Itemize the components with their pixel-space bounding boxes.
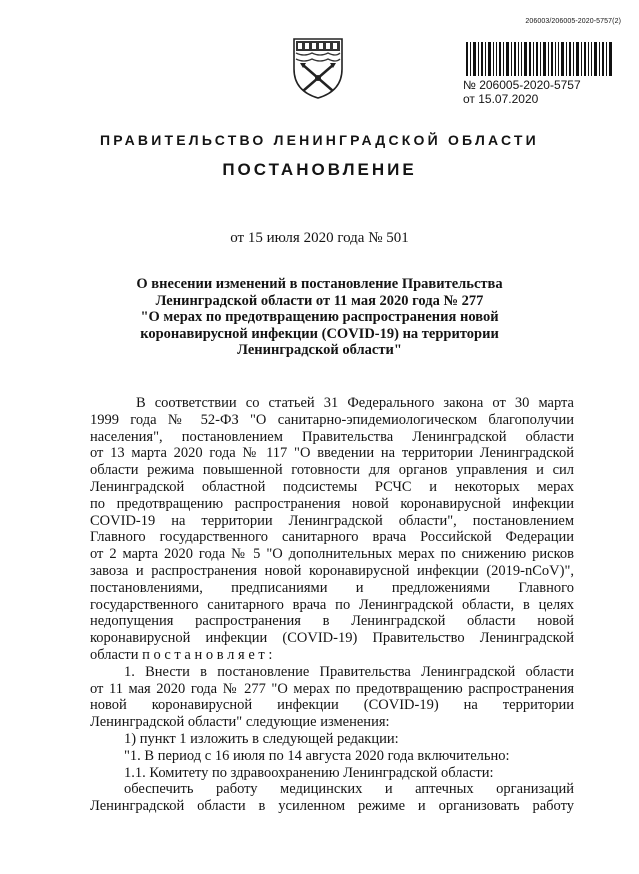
registration-stamp [463, 78, 581, 106]
body-line: по предотвращению распространения новой коронавирусной инфекции [90, 495, 574, 512]
body-line: Ленинградской области в усиленном режиме и организовать работу [90, 798, 574, 815]
body-line: области режима повышенной готовности для органов управления и сил [90, 462, 574, 479]
barcode-icon [466, 42, 612, 76]
body-line: 1.1. Комитету по здравоохранению Ленинградской области: [124, 764, 494, 781]
coat-of-arms-icon [288, 35, 348, 101]
body-line: от 13 марта 2020 года № 117 "О введении на территории Ленинградской [90, 445, 574, 462]
body-line: недопущения распространения в Ленинградской области новой [90, 613, 574, 630]
registration-date: от 15.07.2020 [463, 92, 539, 106]
body-line: 1) пункт 1 изложить в следующей редакции: [124, 730, 399, 747]
heading-line: Ленинградской области от 11 мая 2020 года № 277 [155, 292, 484, 309]
body-line: от 11 мая 2020 года № 277 "О мерах по предотвращению распространения [90, 680, 574, 697]
body-line: "1. В период с 16 июля по 14 августа 2020 года включительно: [124, 747, 510, 764]
body-line: В соответствии со статьей 31 Федерального закона от 30 марта [136, 395, 574, 411]
body-line: от 2 марта 2020 года № 5 "О дополнительных мерах по снижению рисков [90, 546, 574, 563]
body-line: Ленинградской области" следующие изменения: [90, 714, 390, 731]
body-line: новой коронавирусной инфекции (COVID-19) на территории [90, 697, 574, 714]
government-title: ПРАВИТЕЛЬСТВО ЛЕНИНГРАДСКОЙ ОБЛАСТИ [100, 132, 539, 148]
body-line: Главного государственного санитарного врача Российской Федерации [90, 529, 574, 546]
resolution-date-number: от 15 июля 2020 года № 501 [230, 230, 409, 246]
heading-line: "О мерах по предотвращению распространения новой [140, 309, 499, 325]
body-line: COVID-19 на территории Ленинградской области", постановлением [90, 512, 574, 529]
body-line: завоза и распространения новой коронавирусной инфекции (2019-nCoV)", [90, 562, 574, 579]
registration-number: № 206005-2020-5757 [463, 78, 581, 92]
heading-line: Ленинградской области" [237, 342, 402, 358]
body-line: 1999 года № 52-ФЗ "О санитарно-эпидемиологическом благополучии [90, 411, 574, 428]
body-line: 1. Внести в постановление Правительства Ленинградской области [124, 663, 574, 680]
body-line: Ленинградской областной подсистемы РСЧС и некоторых мерах [90, 478, 574, 495]
resolution-heading [90, 276, 549, 359]
body-line: коронавирусной инфекции (COVID-19) Правительство Ленинградской [90, 630, 574, 647]
body-line: области п о с т а н о в л я е т : [90, 646, 273, 663]
heading-line: О внесении изменений в постановление Правительства [136, 276, 503, 292]
body-line: государственного санитарного врача по Ленинградской области, в целях [90, 596, 574, 613]
resolution-body [90, 395, 574, 815]
document-corner-id: 206003/206005-2020-5757(2) [525, 18, 621, 25]
body-line: обеспечить работу медицинских и аптечных организаций [124, 781, 574, 798]
heading-line: коронавирусной инфекции (COVID-19) на территории [140, 325, 499, 342]
body-line: постановлениями, предписаниями и предложениями Главного [90, 579, 574, 596]
document-type: ПОСТАНОВЛЕНИЕ [222, 160, 417, 179]
body-line: населения", постановлением Правительства Ленинградской области [90, 428, 574, 445]
